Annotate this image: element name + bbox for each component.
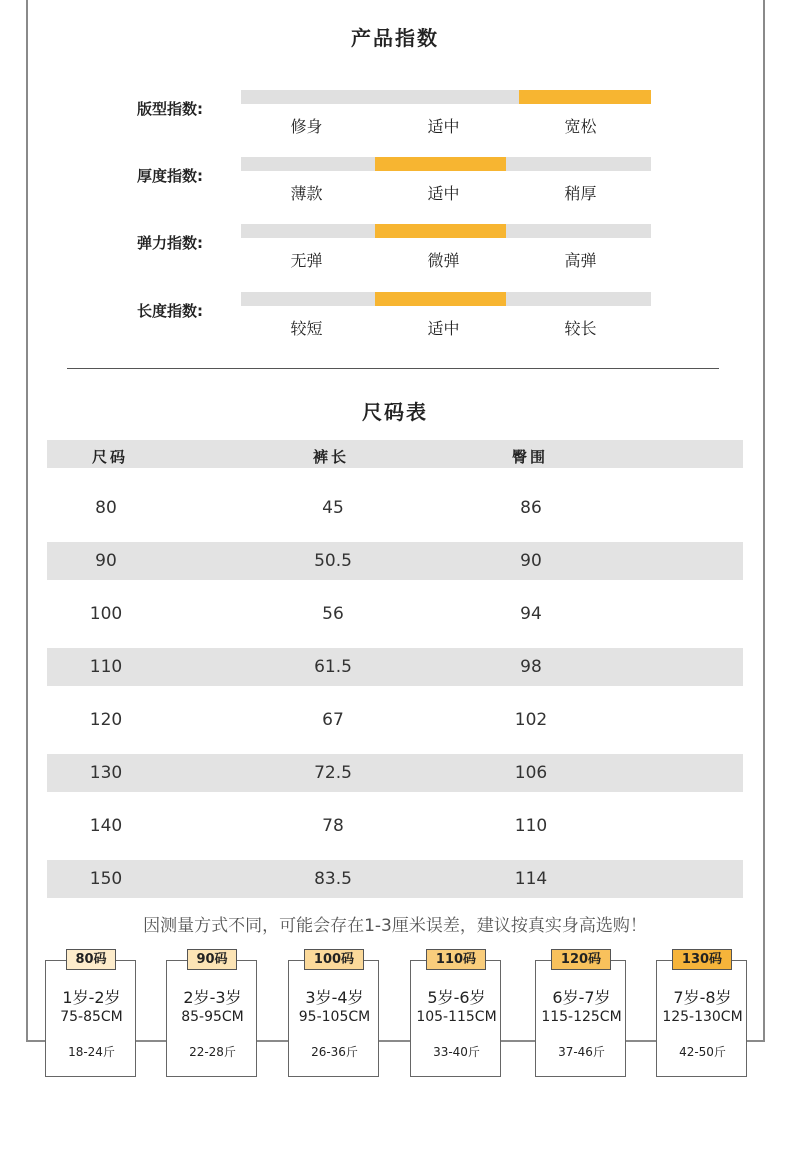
index-option: 修身 [290, 117, 323, 136]
table-cell: 100 [89, 604, 123, 624]
table-cell: 90 [520, 551, 542, 571]
size-badge: 120码 [551, 949, 611, 970]
table-cell: 50.5 [314, 551, 352, 571]
table-cell: 56 [322, 604, 344, 624]
table-cell: 78 [322, 816, 344, 836]
frame-left-line [26, 0, 28, 1042]
table-cell: 86 [520, 498, 542, 518]
table-cell: 102 [514, 710, 548, 730]
table-cell: 120 [89, 710, 123, 730]
card-age: 1岁-2岁 [62, 988, 121, 1007]
table-cell: 90 [95, 551, 117, 571]
frame-bottom-line [26, 1040, 765, 1042]
card-age: 6岁-7岁 [552, 988, 611, 1007]
index-selected-segment [519, 90, 651, 104]
size-card [166, 960, 257, 1077]
index-track [241, 157, 651, 171]
index-option: 高弹 [564, 251, 597, 270]
card-height: 125-130CM [662, 1009, 743, 1025]
card-age: 5岁-6岁 [427, 988, 486, 1007]
table-cell: 45 [322, 498, 344, 518]
index-option: 适中 [427, 319, 460, 338]
table-cell: 94 [520, 604, 542, 624]
table-cell: 110 [89, 657, 123, 677]
card-weight: 37-46斤 [558, 1045, 605, 1059]
index-option: 稍厚 [564, 184, 597, 203]
index-label: 版型指数: [137, 100, 203, 118]
card-weight: 22-28斤 [189, 1045, 236, 1059]
card-height: 95-105CM [298, 1009, 371, 1025]
index-track [241, 292, 651, 306]
card-height: 75-85CM [60, 1009, 123, 1025]
table-cell: 114 [514, 869, 548, 889]
index-option: 无弹 [290, 251, 323, 270]
size-badge: 100码 [304, 949, 364, 970]
card-height: 105-115CM [416, 1009, 497, 1025]
measurement-note: 因测量方式不同，可能会存在1-3厘米误差，建议按真实身高选购！ [143, 916, 647, 936]
size-badge: 110码 [426, 949, 486, 970]
index-option: 适中 [427, 117, 460, 136]
card-weight: 26-36斤 [311, 1045, 358, 1059]
size-badge: 130码 [672, 949, 732, 970]
section-divider [67, 368, 719, 369]
size-badge: 80码 [66, 949, 116, 970]
index-label: 弹力指数: [137, 234, 203, 252]
card-age: 2岁-3岁 [183, 988, 242, 1007]
index-label: 长度指数: [137, 302, 203, 320]
index-track [241, 224, 651, 238]
table-cell: 130 [89, 763, 123, 783]
size-table-header [47, 440, 743, 468]
header-length: 裤长 [313, 448, 350, 466]
size-table-title: 尺码表 [362, 400, 428, 424]
table-cell: 98 [520, 657, 542, 677]
index-option: 较短 [290, 319, 323, 338]
header-hip: 臀围 [512, 448, 549, 466]
card-height: 85-95CM [181, 1009, 244, 1025]
card-height: 115-125CM [541, 1009, 622, 1025]
index-option: 较长 [564, 319, 597, 338]
card-weight: 33-40斤 [433, 1045, 480, 1059]
size-card [656, 960, 747, 1077]
table-cell: 106 [514, 763, 548, 783]
index-option: 宽松 [564, 117, 597, 136]
index-option: 微弹 [427, 251, 460, 270]
card-weight: 42-50斤 [679, 1045, 726, 1059]
size-card [45, 960, 136, 1077]
table-cell: 80 [95, 498, 117, 518]
table-cell: 61.5 [314, 657, 352, 677]
index-selected-segment [375, 224, 506, 238]
size-card [535, 960, 626, 1077]
index-track [241, 90, 651, 104]
size-card [410, 960, 501, 1077]
table-cell: 67 [322, 710, 344, 730]
header-size: 尺码 [92, 448, 129, 466]
index-option: 适中 [427, 184, 460, 203]
card-age: 7岁-8岁 [673, 988, 732, 1007]
index-selected-segment [375, 292, 506, 306]
table-cell: 72.5 [314, 763, 352, 783]
index-selected-segment [375, 157, 506, 171]
index-option: 薄款 [290, 184, 323, 203]
table-cell: 140 [89, 816, 123, 836]
card-age: 3岁-4岁 [305, 988, 364, 1007]
card-weight: 18-24斤 [68, 1045, 115, 1059]
index-label: 厚度指数: [137, 167, 203, 185]
size-badge: 90码 [187, 949, 237, 970]
table-cell: 83.5 [314, 869, 352, 889]
table-cell: 110 [514, 816, 548, 836]
product-index-title: 产品指数 [351, 26, 439, 50]
frame-right-line [763, 0, 765, 1042]
table-cell: 150 [89, 869, 123, 889]
size-card [288, 960, 379, 1077]
